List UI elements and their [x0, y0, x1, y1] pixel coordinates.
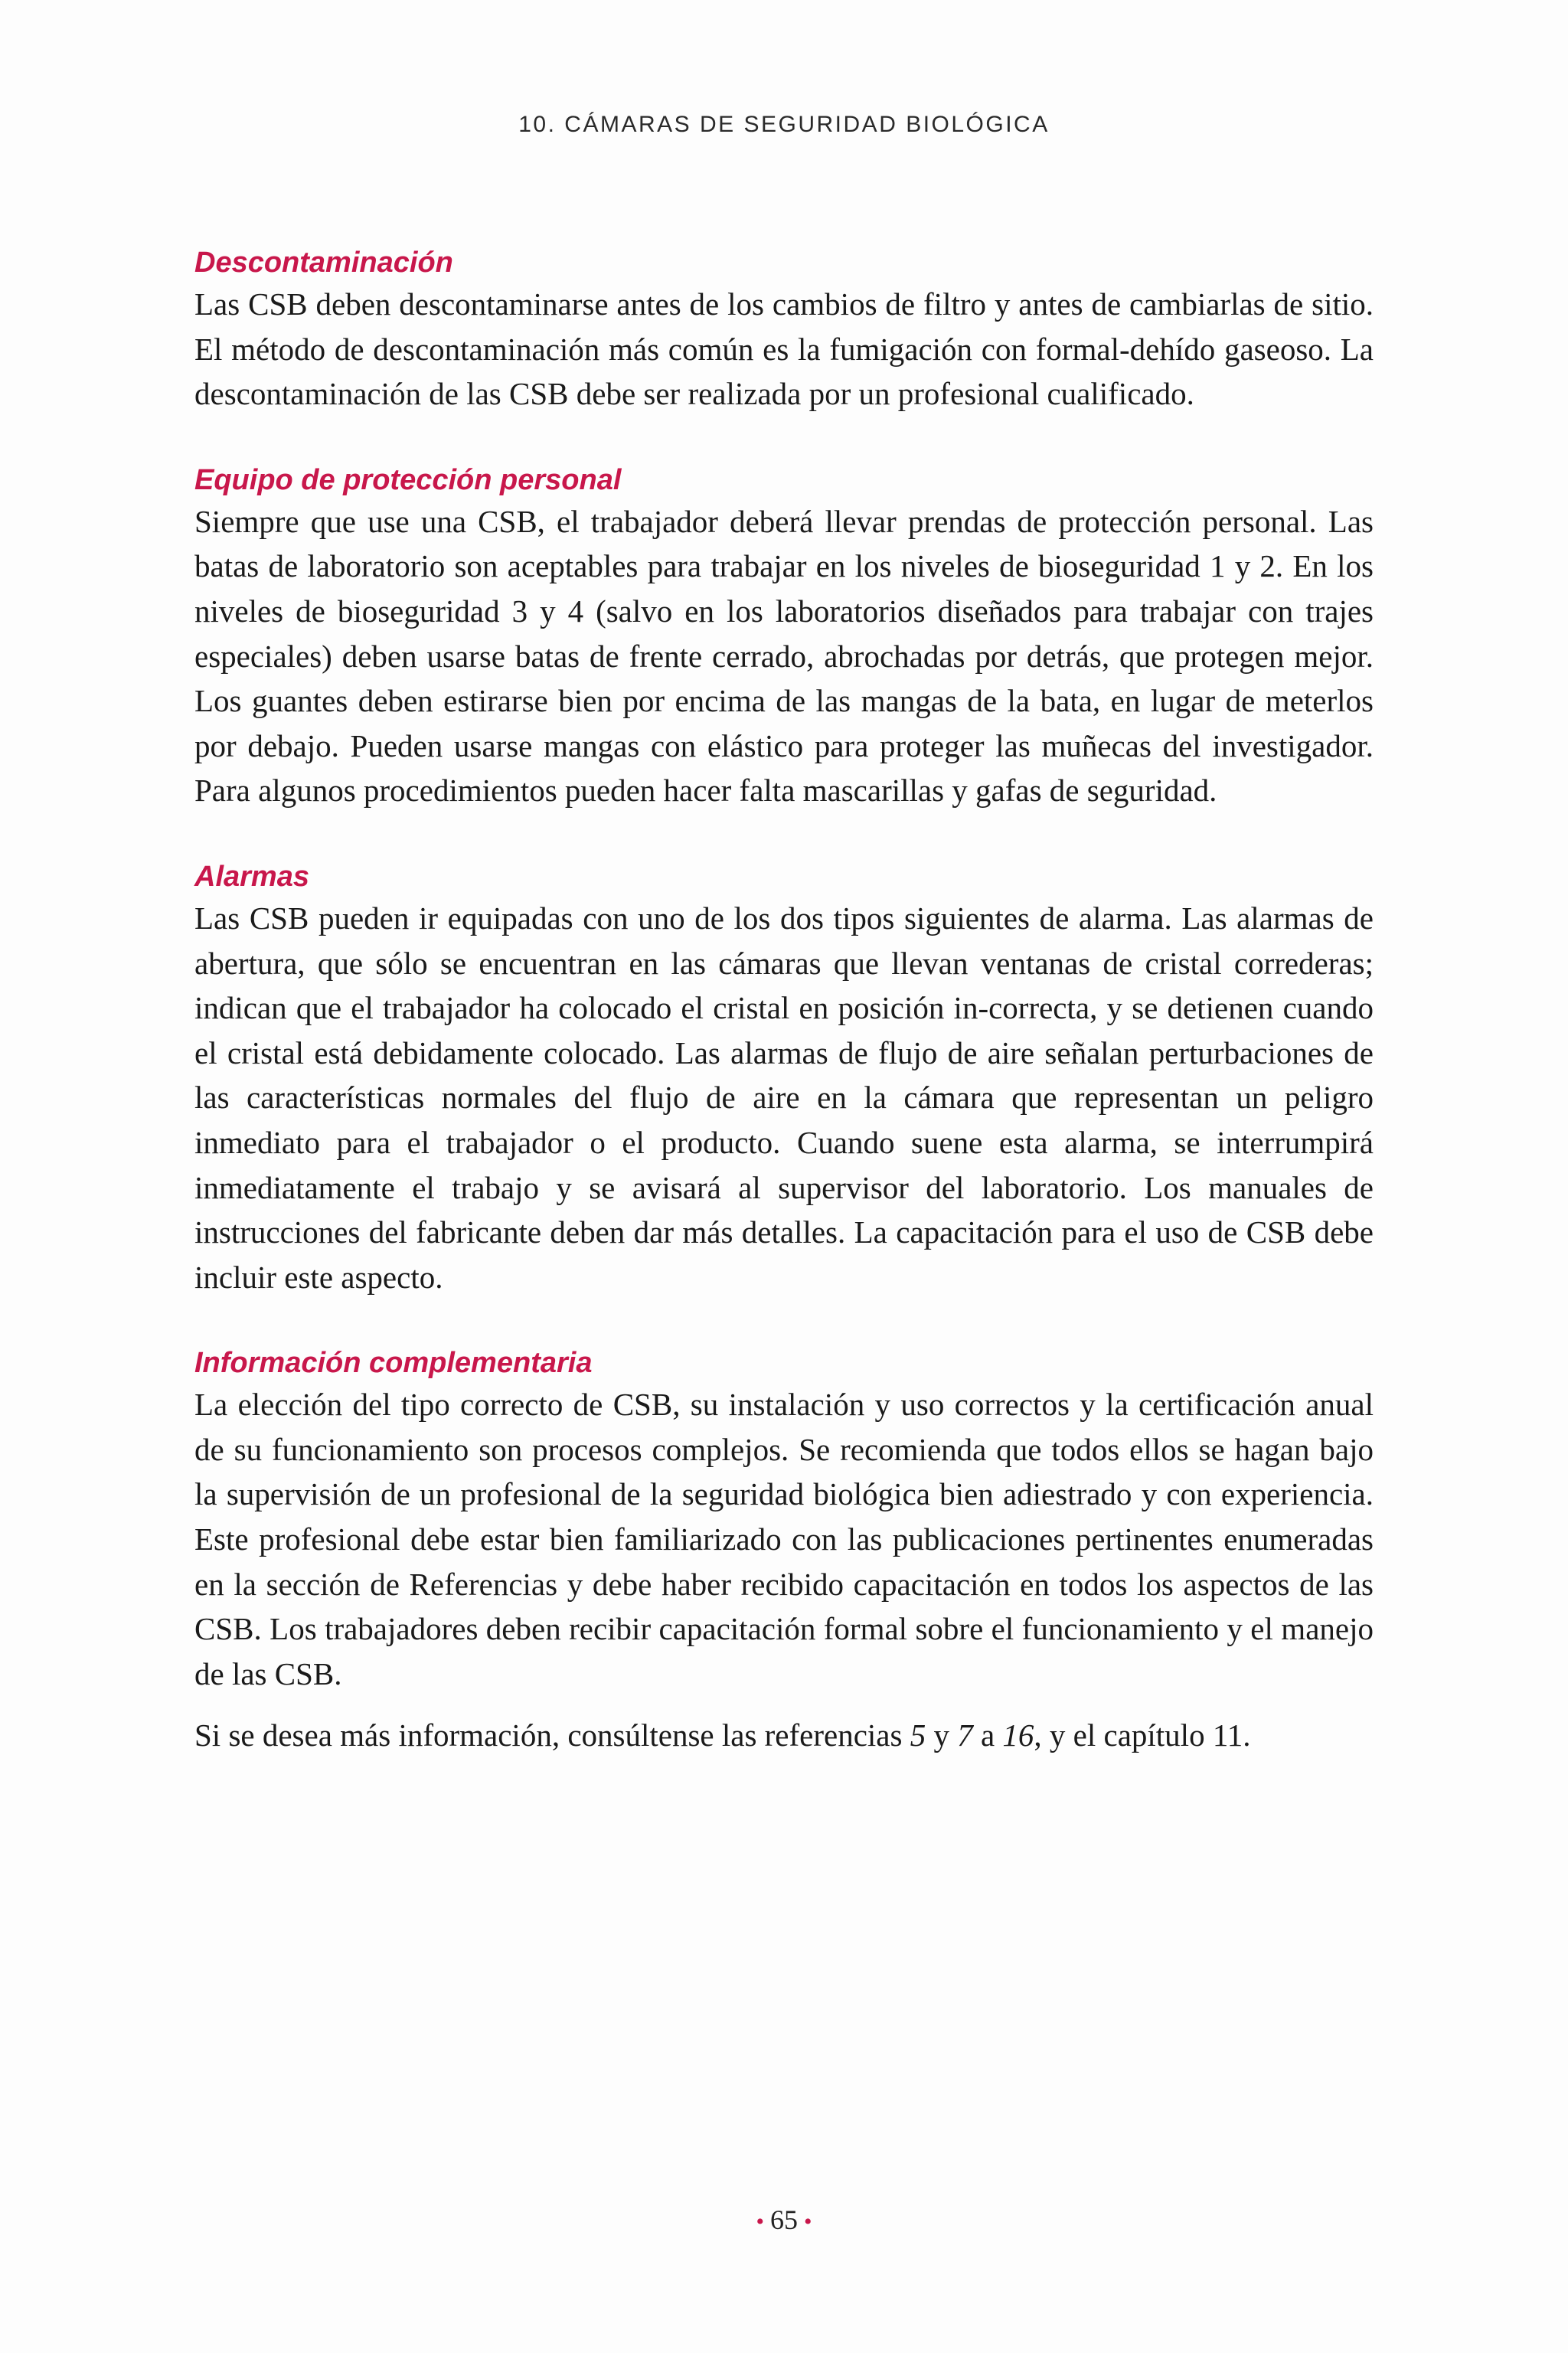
section-paragraph: Las CSB pueden ir equipadas con uno de los dos tipos siguientes de alarma. Las alarmas de abertura, que sólo se encuentran en las cámaras que llevan ventanas de cristal correderas; indican que el trabajador ha colocado el cristal en posición in-correcta, y se detienen cuando el cristal está debidamente colocado. Las alarmas de flujo de aire señalan perturbaciones de las características normales del flujo de aire en la cámara que representan un peligro inmediato para el trabajador o el producto. Cuando suene esta alarma, se interrumpirá inmediatamente el trabajo y se avisará al supervisor del laboratorio. Los manuales de instrucciones del fabricante deben dar más detalles. La capacitación para el uso de CSB debe incluir este aspecto. — [194, 900, 1374, 1295]
page-number: 65 — [770, 2204, 798, 2235]
section-descontaminacion — [194, 243, 1374, 417]
running-header: 10. CÁMARAS DE SEGURIDAD BIOLÓGICA — [518, 112, 1050, 137]
closing-text: , y el capítulo 11. — [1034, 1717, 1251, 1753]
section-paragraph: Las CSB deben descontaminarse antes de los cambios de filtro y antes de cambiarlas de sitio. El método de descontaminación más común es la fumigación con formal-dehído gaseoso. La descontaminación de las CSB debe ser realizada por un profesional cualificado. — [194, 286, 1374, 412]
reference-number: 5 — [910, 1717, 926, 1753]
section-equipo-proteccion — [194, 461, 1374, 813]
section-informacion-complementaria — [194, 1344, 1374, 1696]
bullet-icon: • — [804, 2209, 812, 2234]
closing-text: a — [972, 1717, 1003, 1753]
reference-number: 7 — [957, 1717, 973, 1753]
section-paragraph: La elección del tipo correcto de CSB, su instalación y uso correctos y la certificación anual de su funcionamiento son procesos complejos. Se recomienda que todos ellos se hagan bajo la supervisión de un profesional de la seguridad biológica bien adiestrado y con experiencia. Este profesional debe estar bien familiarizado con las publicaciones pertinentes enumeradas en la sección de Referencias y debe haber recibido capacitación en todos los aspectos de las CSB. Los trabajadores deben recibir capacitación formal sobre el funcionamiento y el manejo de las CSB. — [194, 1387, 1374, 1691]
section-heading: Descontaminación — [194, 247, 453, 279]
closing-text: y — [926, 1717, 958, 1753]
reference-number: 16 — [1002, 1717, 1034, 1753]
section-heading: Información complementaria — [194, 1347, 593, 1380]
page-body — [194, 243, 1374, 1789]
page-footer — [0, 2204, 1568, 2236]
section-heading: Alarmas — [194, 860, 309, 893]
section-alarmas — [194, 858, 1374, 1299]
section-heading: Equipo de protección personal — [194, 463, 622, 496]
closing-paragraph — [194, 1713, 1374, 1758]
section-paragraph: Siempre que use una CSB, el trabajador deberá llevar prendas de protección personal. Las batas de laboratorio son aceptables para trabajar en los niveles de bioseguridad 1 y 2. En los niveles de bioseguridad 3 y 4 (salvo en los laboratorios diseñados para trabajar con trajes especiales) deben usarse batas de frente cerrado, abrochadas por detrás, que protegen mejor. Los guantes deben estirarse bien por encima de las mangas de la bata, en lugar de meterlos por debajo. Pueden usarse mangas con elástico para proteger las muñecas del investigador. Para algunos procedimientos pueden hacer falta mascarillas y gafas de seguridad. — [194, 503, 1374, 809]
bullet-icon: • — [756, 2209, 764, 2234]
closing-text: Si se desea más información, consúltense las referencias — [194, 1717, 910, 1753]
